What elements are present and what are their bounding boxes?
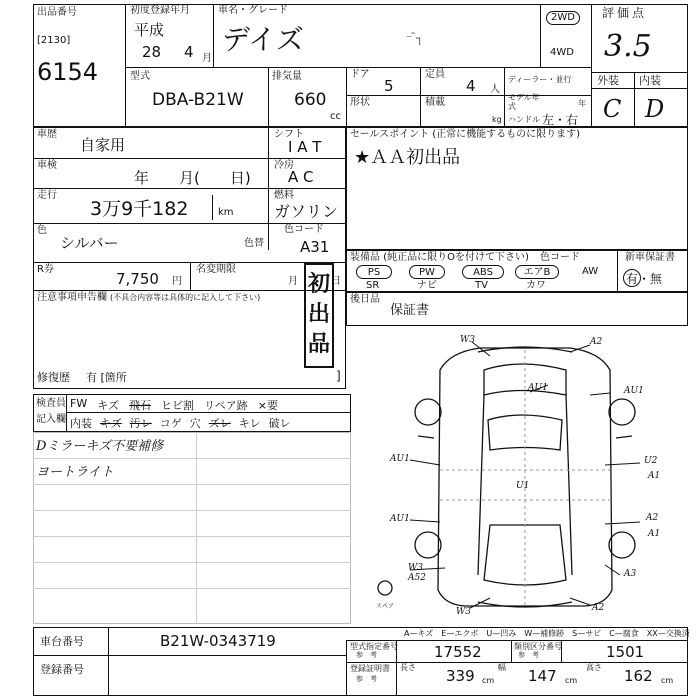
fuel-label: 燃料 (274, 190, 294, 201)
mark-a52: A52 (408, 573, 426, 583)
displacement-unit: cc (330, 111, 341, 122)
inspector-fw: FW (70, 397, 88, 410)
shift-value: I A T (288, 138, 322, 156)
steering-label: ハンドル (508, 115, 540, 124)
inspector-chip: 飛石 (129, 399, 151, 412)
aircon-label: 冷房 (274, 160, 294, 171)
inspector-needs: ×要 (257, 399, 278, 412)
repair-value: 有 [箇所 (86, 371, 127, 384)
cargo-unit: kg (492, 115, 502, 124)
category-sub: 参 考 (518, 651, 539, 659)
equip-sr: SR (366, 280, 380, 291)
notes-sub: (不具合内容等は具体的に記入して下さい) (110, 293, 261, 302)
lot-number: 6154 (37, 58, 99, 86)
shift-label: シフト (274, 129, 304, 140)
sales-point-value: ★ＡＡ初出品 (354, 147, 461, 168)
inspector-dirt: 汚レ (129, 417, 152, 430)
equip-navi: ナビ (417, 280, 437, 291)
category-label: 類別区分番号 (514, 642, 562, 651)
mark-u2: U2 (644, 456, 658, 466)
fuel-value: ガソリン (274, 202, 339, 221)
displacement-value: 660 (294, 90, 327, 110)
mark-u1-roof: U1 (516, 481, 530, 491)
car-name-value: デイズ (222, 23, 304, 56)
category-value: 1501 (606, 643, 645, 661)
chassis-label: 車台番号 (40, 635, 84, 648)
inspector-label-2: 記入欄 (36, 414, 66, 425)
reg-cert-sub: 参 考 (356, 675, 377, 683)
equip-abs: ABS (462, 265, 504, 279)
inspector-shift: ズレ (208, 417, 231, 430)
steering-value: 左・右 (542, 113, 579, 127)
doors-label: ドア (350, 69, 370, 80)
mark-au1-front: AU1 (528, 383, 548, 393)
warranty-label: 新車保証書 (625, 252, 675, 263)
mileage-label: 走行 (37, 190, 57, 201)
mark-a1-right-rear: A1 (648, 529, 661, 539)
mark-spare: スペア (376, 603, 395, 610)
documents-value: 保証書 (390, 303, 430, 318)
model-value: DBA-B21W (152, 90, 244, 110)
first-reg-era: 平成 (134, 21, 165, 39)
title-deadline-day: 日 (331, 276, 341, 287)
warranty-value: 有・無 (626, 272, 663, 286)
exterior-value: C (603, 95, 622, 123)
sales-point-label: セールスポイント (正常に機能するものに限ります) (350, 129, 581, 140)
equip-airbag: エアB (515, 265, 559, 279)
chassis-value: B21W-0343719 (160, 632, 276, 650)
type-designation-value: 17552 (434, 643, 482, 661)
inspector-cut: キレ (238, 417, 261, 430)
first-reg-label: 初度登録年月 (130, 5, 190, 16)
recycle-unit: 円 (172, 276, 182, 287)
inspector-label-1: 検査員 (36, 398, 66, 409)
height-value: 162 (624, 667, 653, 685)
title-deadline-label: 名変期限 (196, 264, 236, 275)
first-reg-month: 4 (184, 43, 194, 61)
equipment-label: 装備品 (純正品に限りOを付けて下さい) (350, 252, 529, 263)
width-value: 147 (528, 667, 557, 685)
reg-cert-label: 登録証明書 (350, 664, 390, 673)
inspector-tear: 破レ (268, 417, 291, 430)
inspector-burn: コゲ (159, 417, 182, 430)
length-label: 長さ (400, 663, 416, 672)
inspector-repair: リペア跡 (204, 399, 248, 412)
equip-ps: PS (356, 265, 392, 279)
type-designation-label: 型式指定番号 (350, 642, 398, 651)
drive-2wd: 2WD (546, 11, 580, 25)
displacement-label: 排気量 (272, 71, 302, 82)
reg-no-label: 登録番号 (40, 663, 84, 676)
equipment-color-label: 色コード (540, 252, 580, 263)
mark-w3-bottom: W3 (456, 607, 471, 617)
height-unit: cm (661, 676, 674, 685)
type-designation-sub: 参 考 (356, 651, 377, 659)
dealer-label: ディーラー・並行 (508, 75, 572, 84)
mileage-value: 3万9千182 (90, 198, 189, 220)
capacity-unit: 人 (490, 84, 500, 95)
usage-value: 自家用 (80, 136, 126, 154)
model-year-unit: 年 (578, 99, 586, 108)
grade-label: 評価点 (602, 6, 648, 20)
recycle-label: R券 (37, 264, 54, 275)
title-deadline-unit: 月 (288, 276, 298, 287)
color-value: シルバー (60, 234, 119, 252)
handnote-line-1: Dミラーキズ不要補修 (36, 439, 164, 454)
mark-a2-bottom: A2 (592, 603, 605, 613)
lot-label: 出品番号 (37, 7, 77, 18)
usage-label: 車歴 (37, 129, 57, 140)
equip-aw: AW (582, 266, 599, 277)
inspector-crack: ヒビ割 (161, 399, 194, 412)
repair-label: 修復歴 (37, 371, 70, 384)
mark-a1-right: A1 (648, 471, 661, 481)
cargo-label: 積載 (425, 97, 445, 108)
first-reg-month-unit: 月 (202, 53, 212, 64)
handnote-line-2: ヨートライト (36, 465, 114, 480)
shape-label: 形状 (350, 97, 370, 108)
mark-au1-left-rear: AU1 (390, 514, 410, 524)
first-entry-stamp-text: 初出品 (307, 272, 330, 357)
lot-code: [2130] (37, 35, 71, 46)
first-reg-year: 28 (142, 43, 162, 61)
exterior-label: 外装 (597, 74, 619, 87)
inspector-interior: 内装 (70, 417, 92, 430)
equip-leather: カワ (526, 280, 546, 291)
model-label: 型式 (130, 71, 150, 82)
height-label: 高さ (586, 663, 602, 672)
color-code-label: 色コード (284, 224, 324, 235)
aircon-value: A C (288, 168, 314, 186)
repair-close: ] (336, 369, 341, 383)
inspection-label: 車検 (37, 160, 57, 171)
inspector-hole: 穴 (189, 417, 201, 430)
equip-pw: PW (409, 265, 445, 279)
mark-a2-top: A2 (590, 337, 603, 347)
inspection-value: 年 月( 日) (134, 169, 251, 187)
notes-label: 注意事項申告欄 (37, 292, 107, 303)
drive-4wd: 4WD (550, 47, 574, 58)
mark-w3-top: W3 (460, 335, 475, 345)
capacity-label: 定員 (425, 69, 445, 80)
car-name-extra: ⁻ ̄┐ (406, 31, 424, 45)
mark-au1-right-front: AU1 (624, 386, 644, 396)
color-change-label: 色替 (244, 238, 264, 249)
car-name-label: 車名・グレード (218, 5, 288, 16)
documents-label: 後日品 (350, 294, 380, 305)
capacity-value: 4 (466, 77, 476, 95)
equip-tv: TV (475, 280, 488, 291)
length-value: 339 (446, 667, 475, 685)
interior-label: 内装 (639, 74, 661, 87)
interior-value: D (645, 95, 665, 123)
grade-value: 3.5 (604, 29, 652, 64)
color-label: 色 (37, 225, 47, 236)
color-code-value: A31 (300, 238, 330, 256)
length-unit: cm (482, 676, 495, 685)
inspector-scratch: キズ (97, 399, 119, 412)
model-year-label: モデル年式 (508, 93, 540, 111)
recycle-value: 7,750 (116, 270, 159, 288)
mark-au1-left: AU1 (390, 454, 410, 464)
damage-legend: A—キズ E—エクボ U—凹み W—補修跡 S—サビ C—腐食 XX—交換済 (404, 629, 690, 638)
inspector-int-scratch: キズ (100, 417, 122, 430)
mark-a2-right: A2 (646, 513, 659, 523)
doors-value: 5 (384, 77, 394, 95)
mark-w3-left: W3 (408, 563, 423, 573)
mileage-unit: km (218, 207, 234, 218)
width-unit: cm (565, 676, 578, 685)
mark-a3: A3 (624, 569, 637, 579)
width-label: 幅 (498, 663, 506, 672)
